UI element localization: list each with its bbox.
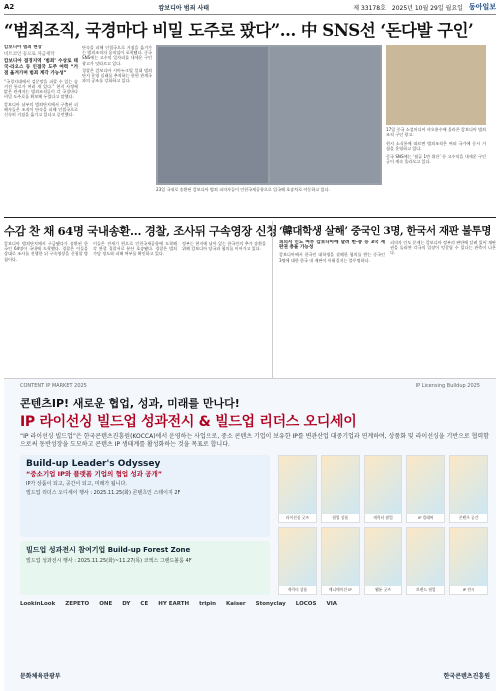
thumbnail-label: 콘텐츠 공간 (458, 515, 479, 520)
story-paragraph: 중국 SNS에는 ‘월급 1만 위안’ 등 고수익을 내세운 구인 글이 계속 올라오고 있다. (386, 153, 486, 164)
panel-title: 빌드업 성과전시 참여기업 Build-up Forest Zone (26, 546, 191, 554)
section-title: 캄보디아 범죄 사태 (158, 4, 210, 12)
issue-number: 제 33178호 (353, 4, 386, 12)
sponsor-logo: Stonyclay (255, 601, 286, 607)
news-photo-escort (156, 45, 382, 185)
page-header (4, 0, 496, 15)
photo-panel (158, 47, 268, 183)
ad-sponsor-logos (20, 601, 490, 607)
ad-panel-odyssey (20, 455, 270, 537)
story-paragraph: 단속을 피해 인접국으로 거점을 옮겨가는 범죄조직의 움직임이 포착됐다. 중국 SNS에는 고수익 일자리를 내세운 구인 광고가 잇따르고 있다. (82, 45, 152, 66)
ad-thumbnail (278, 527, 317, 595)
ad-thumbnail (406, 455, 445, 523)
sponsor-logo: ZEPETO (65, 601, 90, 607)
sponsor-logo: VIA (326, 601, 338, 607)
photo-block-1 (156, 45, 382, 217)
news-photo-cash (386, 45, 486, 125)
thumbnail-label: 캐릭터 상품 (287, 587, 308, 592)
ad-thumbnail (406, 527, 445, 595)
story-column-2 (82, 45, 152, 217)
ad-tag-right: IP Licensing Buildup 2025 (415, 383, 480, 389)
kocca-logo: 한국콘텐츠진흥원 (443, 673, 490, 680)
panel-line: IP가 상품이 되고, 공간이 되고, 미래가 됩니다. (26, 481, 127, 487)
panel-title: Build-up Leader's Odyssey (26, 459, 161, 469)
ad-thumbnail (321, 455, 360, 523)
story-trial (272, 221, 496, 401)
sponsor-logo: Kaiser (226, 601, 246, 607)
sponsor-logo: tripin (199, 601, 217, 607)
issue-date: 2025년 10월 29일 월요일 (391, 4, 463, 12)
ad-footer (20, 671, 490, 680)
ad-tag-left: CONTENT IP MARKET 2025 (20, 383, 87, 389)
sponsor-logo: ONE (99, 601, 113, 607)
ad-thumbnail (449, 455, 488, 523)
ad-headline: 콘텐츠IP! 새로운 협업, 성과, 미래를 만나다! (20, 397, 240, 410)
story-body (4, 241, 266, 391)
story-repatriation (4, 221, 277, 401)
story-paragraph: 현지 소식통에 따르면 범죄조직은 여러 국가에 동시 거점을 운영하고 있다. (386, 141, 486, 152)
photo-caption: 17일 중국 소셜미디어 샤오훙수에 올라온 캄보디아 범죄 조직 구인 광고. (386, 127, 487, 138)
story-paragraph: 이들은 전세기 편으로 인천국제공항에 도착해 각 관할 경찰서로 분산 호송됐다. 경찰은 범죄 가담 정도와 피해 여부를 확인하고 있다. (93, 241, 177, 257)
ministry-logo: 문화체육관광부 (20, 673, 61, 680)
newspaper-brand: 동아일보 (468, 3, 496, 11)
ad-panel-forest (20, 541, 270, 595)
photo-panel (270, 47, 380, 183)
header-right (353, 2, 496, 12)
thumbnail-label: 브랜드 협업 (416, 587, 436, 592)
photo-block-2 (386, 45, 486, 217)
thumbnail-label: 애니메이션 IP (328, 587, 352, 592)
top-story (4, 45, 496, 217)
sponsor-logo: DY (122, 601, 131, 607)
thumbnail-label: IP 전시 (462, 587, 475, 592)
ad-thumbnail (278, 455, 317, 523)
story-body (279, 240, 496, 390)
page-number: A2 (4, 3, 15, 11)
thumbnail-label: 협업 상품 (332, 515, 349, 520)
story-subtitle: 피의자 인도 여부 캄보디아에 달려 한·중 등 3국 재판권 충돌 가능성 (279, 240, 385, 251)
story-kicker: 비트코인 등으로 자금세탁 (4, 52, 55, 58)
thumbnail-label: 라이선싱 굿즈 (285, 515, 309, 520)
panel-subtitle: “중소기업 IP와 플랫폼 기업의 협업 성과 공개” (26, 470, 163, 478)
advertisement (4, 378, 496, 691)
story-column-5 (386, 141, 486, 166)
story-paragraph: 캄보디아 접경지역 ‘범죄’ 수상로 태국·라오스 등 인접국 도주 여력 “거점 옮겨가며 범죄 계각 가능성” (4, 59, 78, 76)
story-paragraph: 정부는 현지에 남아 있는 한국인의 추가 송환을 위해 캄보디아 당국과 협의를 이어가고 있다. (182, 241, 266, 252)
sponsor-logo: LOCOS (295, 601, 317, 607)
ad-thumbnail (449, 527, 488, 595)
panel-detail: 빌드업 성과전시 행사 : 2025.11.25(화)~11.27(목) 코엑스 그랜드볼룸 4F (26, 558, 192, 564)
story-paragraph: 캄보디아 범죄단지에서 구금됐다가 송환된 한국인 64명이 국내에 도착했다. 경찰은 이들을 상대로 조사를 진행한 뒤 구속영장을 신청할 방침이다. (4, 241, 88, 262)
story-headline: 수감 찬 채 64명 국내송환… 경찰, 조사뒤 구속영장 신청 (4, 224, 277, 238)
photo-caption: 23일 국내로 송환된 캄보디아 범죄 피의자들이 인천국제공항으로 입국해 호송차로 이동하고 있다. (156, 187, 330, 192)
story-byline: 캄보디아 범죄 현장 (4, 45, 42, 50)
ad-thumbnail-grid (278, 455, 488, 595)
panel-detail: 빌드업 리더스 오디세이 행사 : 2025.11.25(화) 콘텐츠인 스테이지 2F (26, 490, 181, 496)
thumbnail-label: IP 컬래버 (417, 515, 434, 520)
story-paragraph: “국경지대에서 검문망을 피할 수 있는 숨겨진 통로가 여러 개 있다.” 현지 사정에 밝은 관계자는 범죄조직들이 각 국경마다 비밀 도주로를 확보해 두었다고 말했다. (4, 78, 78, 100)
story-paragraph: 경찰은 캄보디아 시아누크빌 일대 범죄단지 운영 실태를 추적하는 한편 관계국과의 공조를 강화하고 있다. (82, 67, 152, 84)
thumbnail-label: 캐릭터 팝업 (373, 515, 393, 520)
ad-title: IP 라이선싱 빌드업 성과전시 & 빌드업 리더스 오디세이 (20, 414, 357, 430)
ad-thumbnail (364, 455, 403, 523)
ad-thumbnail (321, 527, 360, 595)
ad-thumbnail (364, 527, 403, 595)
sponsor-logo: CE (140, 601, 149, 607)
sponsor-logo: HY EARTH (158, 601, 190, 607)
ad-intro: “IP 라이선싱 빌드업”은 한국콘텐츠진흥원(KOCCA)에서 운영하는 사업으로, 중소 콘텐츠 기업이 보유한 IP를 변관산업 대중기업과 연계하여, 상품화 및 라이선싱을 기반으로 협력함으로써 동반성장을 도모하고 콘텐츠 IP 생태계를 활성화하는 것을 목표로 합니다. (20, 433, 489, 448)
story-paragraph: 캄보디아 남부의 범죄단지에서 구출된 피해자들은 조직이 단속을 피해 인접국으로 신속히 거점을 옮기고 있다고 증언했다. (4, 101, 78, 118)
story-column-1 (4, 45, 78, 217)
secondary-stories (4, 217, 496, 401)
story-headline: ‘韓대학생 살해’ 중국인 3명, 한국서 재판 불투명 (279, 225, 491, 237)
main-headline: “범죄조직, 국경마다 비밀 도주로 팠다”… 中 SNS선 ‘돈다발 구인’ (4, 21, 474, 40)
sponsor-logo: LookinLook (20, 601, 56, 607)
story-paragraph: 캄보디아에서 한국인 대학생을 살해한 혐의를 받는 중국인 3명에 대한 한국 내 재판이 이뤄질지는 불투명하다. (279, 252, 385, 263)
thumbnail-label: 웹툰 굿즈 (375, 587, 391, 592)
story-paragraph: 피의자 인도 문제는 캄보디아 정부의 판단에 달려 있어 재판권을 둘러싼 각국의 입장이 엇갈릴 수 있다는 관측이 나온다. (390, 240, 496, 256)
